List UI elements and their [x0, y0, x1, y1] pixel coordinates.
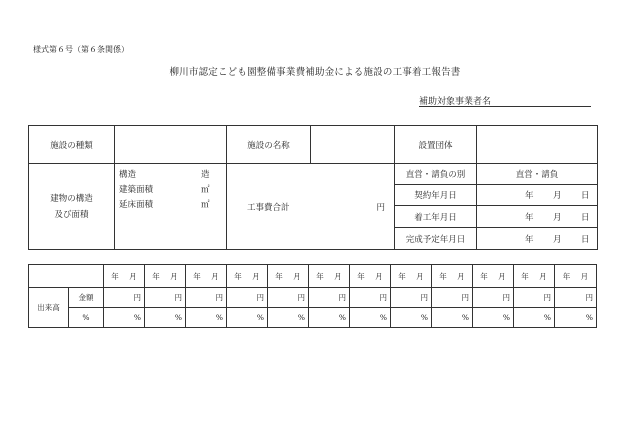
year-month-header: 年 月: [145, 265, 186, 288]
amount-cell[interactable]: 円: [555, 288, 597, 308]
completion-date-label: 完成予定年月日: [395, 228, 477, 250]
facility-type-label: 施設の種類: [29, 126, 115, 164]
completion-date-field[interactable]: [477, 228, 598, 250]
floor-area-unit: ㎡: [201, 200, 210, 210]
amount-cell[interactable]: 円: [309, 288, 350, 308]
facility-name-field[interactable]: [311, 126, 395, 164]
percent-cell[interactable]: %: [391, 308, 432, 328]
year-month-header: 年 月: [514, 265, 555, 288]
percent-cell[interactable]: %: [227, 308, 268, 328]
percent-cell[interactable]: %: [145, 308, 186, 328]
building-area-unit: ㎡: [201, 185, 210, 195]
construction-cost-unit: 円: [376, 202, 385, 213]
progress-section-label: 出来高: [29, 288, 69, 328]
percent-label: %: [69, 308, 104, 328]
direct-contract-value[interactable]: 直営・請負: [477, 164, 598, 185]
day-unit: 日: [581, 234, 590, 245]
percent-cell[interactable]: %: [432, 308, 473, 328]
year-unit: 年: [525, 191, 534, 201]
percent-cell[interactable]: %: [473, 308, 514, 328]
start-date-label: 着工年月日: [395, 206, 477, 228]
year-month-header: 年 月: [473, 265, 514, 288]
percent-cell[interactable]: %: [350, 308, 391, 328]
year-unit: 年: [525, 234, 534, 245]
year-month-header: 年 月: [350, 265, 391, 288]
facility-name-label: 施設の名称: [227, 126, 311, 164]
percent-cell[interactable]: %: [104, 308, 145, 328]
progress-table: [28, 264, 597, 328]
building-area-label: 建築面積: [119, 185, 154, 195]
percent-cell[interactable]: %: [309, 308, 350, 328]
target-business-label: 補助対象事業者名: [419, 97, 492, 107]
year-month-header: 年 月: [268, 265, 309, 288]
construction-cost-field[interactable]: [227, 164, 395, 250]
structure-area-field[interactable]: [115, 164, 227, 250]
year-month-header: 年 月: [555, 265, 597, 288]
start-date-field[interactable]: [477, 206, 598, 228]
amount-cell[interactable]: 円: [104, 288, 145, 308]
org-label: 設置団体: [395, 126, 477, 164]
amount-cell[interactable]: 円: [350, 288, 391, 308]
year-month-header: 年 月: [391, 265, 432, 288]
floor-area-label: 延床面積: [119, 200, 154, 210]
amount-cell[interactable]: 円: [514, 288, 555, 308]
amount-cell[interactable]: 円: [473, 288, 514, 308]
structure-label: 構造: [119, 170, 137, 180]
amount-cell[interactable]: 円: [227, 288, 268, 308]
direct-contract-label: 直営・請負の別: [395, 164, 477, 185]
contract-date-field[interactable]: [477, 185, 598, 206]
day-unit: 日: [581, 212, 590, 223]
building-label-line2: 及び面積: [54, 209, 89, 220]
building-label: [29, 164, 115, 250]
target-business-underline: [419, 106, 591, 107]
year-month-header: 年 月: [186, 265, 227, 288]
document-title: 柳川市認定こども園整備事業費補助金による施設の工事着工報告書: [169, 67, 461, 78]
org-field[interactable]: [477, 126, 598, 164]
month-unit: 月: [553, 191, 562, 201]
progress-header-blank: [29, 265, 104, 288]
building-label-line1: 建物の構造: [50, 193, 93, 204]
year-month-header: 年 月: [432, 265, 473, 288]
amount-cell[interactable]: 円: [145, 288, 186, 308]
facility-type-field[interactable]: [115, 126, 227, 164]
percent-cell[interactable]: %: [555, 308, 597, 328]
percent-cell[interactable]: %: [268, 308, 309, 328]
year-month-header: 年 月: [104, 265, 145, 288]
day-unit: 日: [581, 191, 590, 201]
year-month-header: 年 月: [227, 265, 268, 288]
contract-date-label: 契約年月日: [395, 185, 477, 206]
form-number: 様式第６号（第６条関係）: [33, 45, 129, 54]
amount-label: 金額: [69, 288, 104, 308]
construction-cost-label: 工事費合計: [247, 202, 290, 213]
percent-cell[interactable]: %: [514, 308, 555, 328]
facility-info-table: [28, 125, 598, 250]
structure-unit: 造: [201, 170, 210, 180]
year-month-header: 年 月: [309, 265, 350, 288]
amount-cell[interactable]: 円: [432, 288, 473, 308]
amount-cell[interactable]: 円: [391, 288, 432, 308]
percent-cell[interactable]: %: [186, 308, 227, 328]
amount-cell[interactable]: 円: [268, 288, 309, 308]
amount-cell[interactable]: 円: [186, 288, 227, 308]
year-unit: 年: [525, 212, 534, 223]
month-unit: 月: [553, 234, 562, 245]
month-unit: 月: [553, 212, 562, 223]
